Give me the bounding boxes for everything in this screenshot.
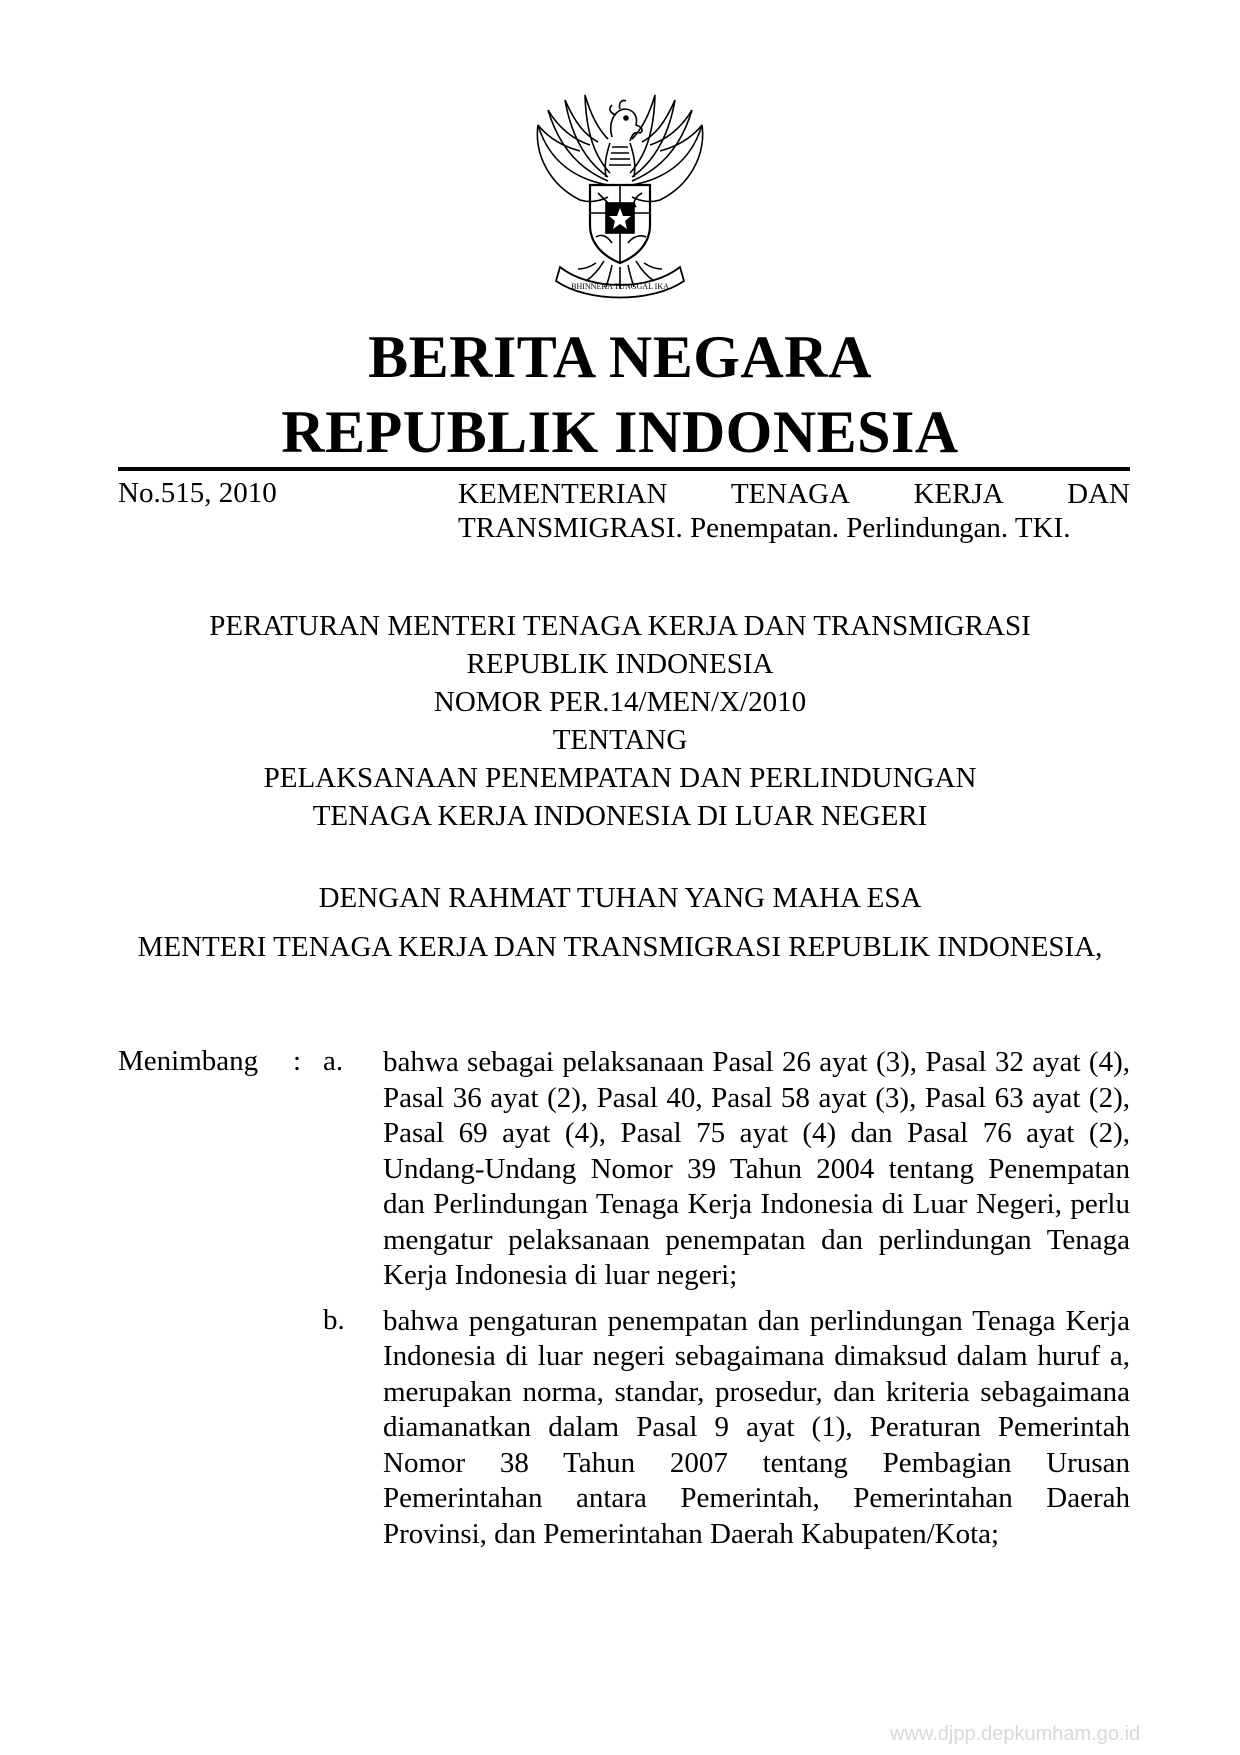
garuda-emblem-icon [520,85,720,300]
item-text: bahwa pengaturan penempatan dan perlindungan Tenaga Kerja Indonesia di luar negeri sebagaimana dimaksud dalam huruf a, merupakan norma, standar, prosedur, dan kriteria sebagaimana diamanatkan dalam Pasal 9 ayat (1), Peraturan Pemerintah Nomor 38 Tahun 2007 tentang Pembagian Urusan Pemerintahan antara Pemerintah, Pemerintahan Daerah Provinsi, dan Pemerintahan Daerah Kabupaten/Kota; [383,1304,1130,1550]
issue-number: No.515, 2010 [118,477,277,509]
issue-description [458,477,1130,545]
preamble-issuer: MENTERI TENAGA KERJA DAN TRANSMIGRASI REPUBLIK INDONESIA, [137,931,1103,963]
regulation-subject: TENAGA KERJA INDONESIA DI LUAR NEGERI [312,800,928,832]
regulation-line: PERATURAN MENTERI TENAGA KERJA DAN TRANSMIGRASI [209,610,1031,642]
item-text: bahwa sebagai pelaksanaan Pasal 26 ayat (3), Pasal 32 ayat (4), Pasal 36 ayat (2), Pasal 40, Pasal 58 ayat (3), Pasal 63 ayat (2), Pasal 69 ayat (4), Pasal 75 ayat (4) dan Pasal 76 ayat (2), Undang-Undang Nomor 39 Tahun 2004 tentang Penempatan dan Perlindungan Tenaga Kerja Indonesia di Luar Negeri, perlu mengatur pelaksanaan penempatan dan perlindungan Tenaga Kerja Indonesia di luar negeri; [383,1046,1130,1291]
considering-label: Menimbang [118,1045,259,1077]
considering-item [118,1304,1130,1553]
regulation-number: NOMOR PER.14/MEN/X/2010 [433,686,807,718]
considering-section [118,1045,1130,1552]
preamble-invocation: DENGAN RAHMAT TUHAN YANG MAHA ESA [318,882,922,914]
masthead-title-line2: REPUBLIK INDONESIA [281,399,959,465]
considering-item [118,1045,1130,1294]
regulation-line: REPUBLIK INDONESIA [466,648,774,680]
issue-desc-word: KEMENTERIAN [458,478,668,510]
regulation-title-block [0,607,1240,835]
regulation-line: TENTANG [552,724,688,756]
emblem-motto: BHINNEKA TUNGGAL IKA [571,282,669,291]
issue-desc-line2: TRANSMIGRASI. Penempatan. Perlindungan. TKI. [458,512,1071,544]
masthead-title-line1: BERITA NEGARA [368,324,872,390]
item-letter: a. [323,1045,344,1077]
masthead-divider [118,467,1130,471]
issue-desc-word: DAN [1067,478,1130,510]
considering-colon: : [293,1045,302,1077]
watermark-url: www.djpp.depkumham.go.id [890,1723,1141,1745]
issue-desc-word: KERJA [913,478,1004,510]
regulation-subject: PELAKSANAAN PENEMPATAN DAN PERLINDUNGAN [263,762,977,794]
issue-desc-word: TENAGA [730,478,851,510]
item-letter: b. [323,1303,345,1336]
